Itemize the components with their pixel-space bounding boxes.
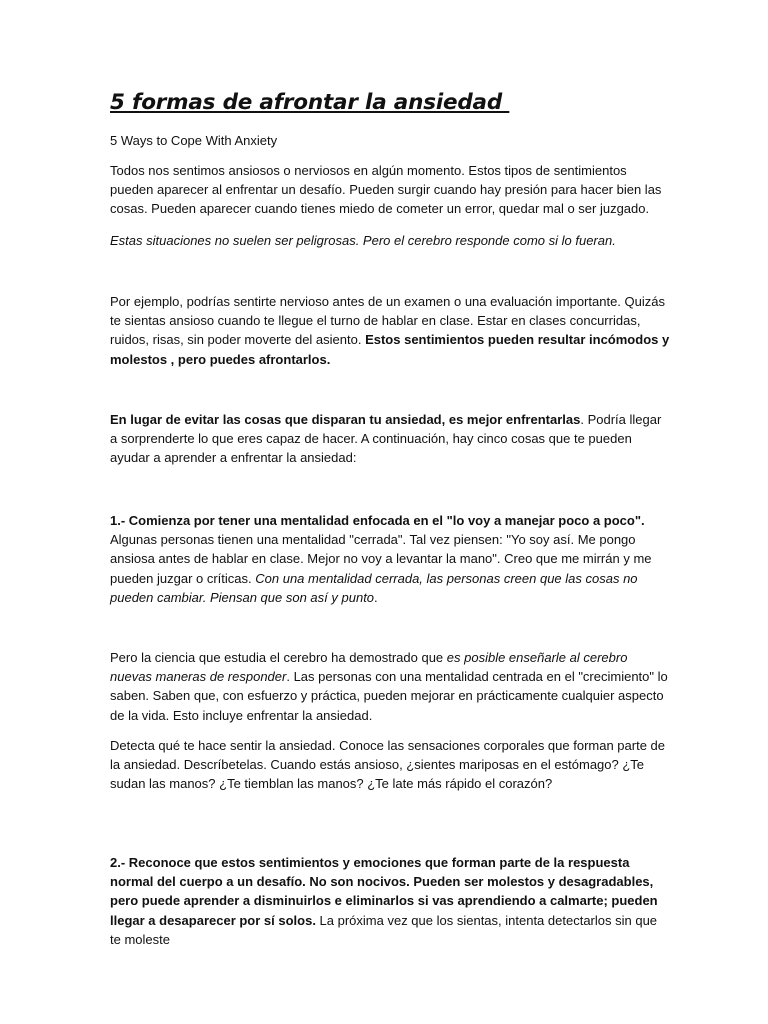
paragraph-science: [110, 648, 670, 725]
step-1-heading: 1.- Comienza por tener una mentalidad enfocada en el "lo voy a manejar poco a poco".: [110, 513, 645, 528]
examples-emphasis: Estos sentimientos pueden resultar incómodos y molestos , pero puedes afrontarlos.: [110, 332, 670, 367]
paragraph-step-2: [110, 853, 670, 949]
paragraph-face-it: [110, 410, 670, 468]
step-2-heading: 2.- Reconoce que estos sentimientos y emociones que forman parte de la respuesta normal del cuerpo a un desafío. No son nocivos. Pueden ser molestos y desagradables, pero puede aprender a disminuirlos e eliminarlos si vas aprendiendo a calmarte; pueden llegar a desaparecer por sí solos.: [110, 855, 658, 928]
face-it-text: . Podría llegar a sorprenderte lo que eres capaz de hacer. A continuación, hay cinco cosas que te pueden ayudar a aprender a enfrentar la ansiedad:: [110, 412, 662, 466]
paragraph-situations: Estas situaciones no suelen ser peligrosas. Pero el cerebro responde como si lo fueran.: [110, 233, 616, 248]
document-title: 5 formas de afrontar la ansiedad: [110, 90, 510, 115]
step-1-end: .: [374, 589, 378, 605]
science-italic: es posible enseñarle al cerebro nuevas maneras de responder: [110, 650, 628, 685]
document-page: [110, 88, 670, 947]
science-text-a: Pero la ciencia que estudia el cerebro ha demostrado que: [110, 650, 447, 665]
examples-text: Por ejemplo, podrías sentirte nervioso antes de un examen o una evaluación importante. Quizás te sientas ansioso cuando te llegue el turno de hablar en clase. Estar en clases concurridas, ruidos, risas, sin poder moverte del asiento.: [110, 294, 665, 348]
document-subtitle: 5 Ways to Cope With Anxiety: [110, 133, 278, 148]
paragraph-step-1: [110, 511, 670, 607]
step-1-italic: Con una mentalidad cerrada, las personas creen que las cosas no pueden cambiar. Piensan que son así y punto: [110, 570, 638, 605]
science-text-b: . Las personas con una mentalidad centrada en el "crecimiento" lo saben. Saben que, con esfuerzo y práctica, pueden mejorar en prácticamente cualquier aspecto de la vida. Esto incluye enfrentar la ansiedad.: [110, 669, 668, 723]
step-1-text: Algunas personas tienen una mentalidad "cerrada". Tal vez piensen: "Yo soy así. Me pongo ansiosa antes de hablar en clase. Mejor no voy a levantar la mano". Creo que me mirrán y me pueden juzgar o críticas.: [110, 532, 652, 586]
paragraph-examples: [110, 292, 670, 369]
paragraph-detect: Detecta qué te hace sentir la ansiedad. Conoce las sensaciones corporales que forman parte de la ansiedad. Descríbetelas. Cuando estás ansioso, ¿sientes mariposas en el estómago? ¿Te sudan las manos? ¿Te tiemblan las manos? ¿Te late más rápido el corazón?: [110, 738, 666, 792]
paragraph-intro: Todos nos sentimos ansiosos o nerviosos en algún momento. Estos tipos de sentimientos pueden aparecer al enfrentar un desafío. Pueden surgir cuando hay presión para hacer bien las cosas. Pueden aparecer cuando tienes miedo de cometer un error, quedar mal o ser juzgado.: [110, 163, 662, 217]
face-it-emphasis: En lugar de evitar las cosas que disparan tu ansiedad, es mejor enfrentarlas: [110, 412, 581, 427]
step-2-text: La próxima vez que los sientas, intenta detectarlos sin que te moleste: [110, 912, 658, 947]
